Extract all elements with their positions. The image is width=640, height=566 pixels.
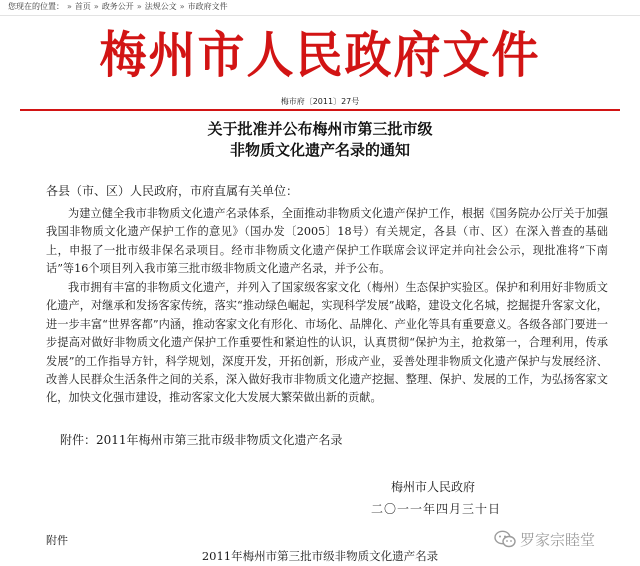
watermark-text: 罗家宗睦堂 (520, 530, 596, 549)
paragraph2-text: 我市拥有丰富的非物质文化遗产，并列入了国家级客家文化（梅州）生态保护实验区。保护和利用好非物质文化遗产，对继承和发扬客家传统，落实“推动绿色崛起，实现科学发展”战略，建设文化名城，挖掘提升客家文化，进一步丰富“世界客都”内涵，推动客家文化有形化、市场化、品牌化、产业化等具有重要意义。各级各部门要进一步提高对做好非物质文化遗产保护工作重要性和紧迫性的认识，认真贯彻“保护为主，抢救第一，合理利用，传承发展”的工作指导方针，科学规划，深度开发，开拓创新，形成产业，妥善处理非物质文化遗产保护与发展经济、改善人民群众生活条件之间的关系，深入做好我市非物质文化遗产挖掘、整理、保护、发展的工作，为弘扬客家文化，加快文化强市建设，推动客家文化大发展大繁荣做出新的贡献。 (46, 281, 608, 405)
breadcrumb-gov-affairs-link[interactable]: 政务公开 (101, 2, 134, 11)
attachment-title: 2011年梅州市第三批市级非物质文化遗产名录 (201, 549, 439, 563)
document-paragraph (46, 205, 608, 279)
breadcrumb (0, 0, 640, 16)
wechat-icon (494, 530, 516, 548)
breadcrumb-separator: » (93, 2, 99, 11)
document-paragraph (46, 279, 608, 408)
breadcrumb-regulations-link[interactable]: 法规公文 (144, 2, 177, 11)
signature-organization: 梅州市人民政府 (391, 480, 476, 494)
breadcrumb-separator: » (136, 2, 142, 11)
breadcrumb-home-link[interactable]: 首页 (74, 2, 91, 11)
document-number: 梅市府〔2011〕27号 (280, 97, 360, 106)
document-title-line2: 非物质文化遗产名录的通知 (229, 141, 410, 159)
breadcrumb-prefix: 您现在的位置： (8, 2, 64, 11)
paragraph1-text: 为建立健全我市非物质文化遗产名录体系，全面推动非物质文化遗产保护工作，根据《国务院办公厅关于加强我国非物质文化遗产保护工作的意见》（国办发〔2005〕18号）有关规定，各县（市、区）在深入普查的基础上，申报了一批市级非保名录项目。经市非物质文化遗产保护工作联席会议评定并向社会公示，现批准将“下南话”等16个项目列入我市第三批市级非物质文化遗产名录，并予公布。 (46, 207, 608, 276)
document-salutation: 各县（市、区）人民政府，市府直属有关单位： (46, 184, 299, 198)
header-divider (20, 109, 620, 111)
signature-date: 二〇一一年四月三十日 (371, 502, 502, 516)
breadcrumb-separator: » (179, 2, 185, 11)
breadcrumb-separator: » (67, 2, 72, 11)
attachment-reference: 附件：2011年梅州市第三批市级非物质文化遗产名录 (60, 433, 343, 447)
document-header-title: 梅州市人民政府文件 (99, 26, 541, 85)
breadcrumb-city-docs-link[interactable]: 市政府文件 (187, 2, 228, 11)
document-title (0, 119, 640, 161)
document-title-line1: 关于批准并公布梅州市第三批市级 (207, 120, 433, 138)
watermark (494, 527, 595, 551)
attachment-label: 附件 (46, 534, 68, 547)
